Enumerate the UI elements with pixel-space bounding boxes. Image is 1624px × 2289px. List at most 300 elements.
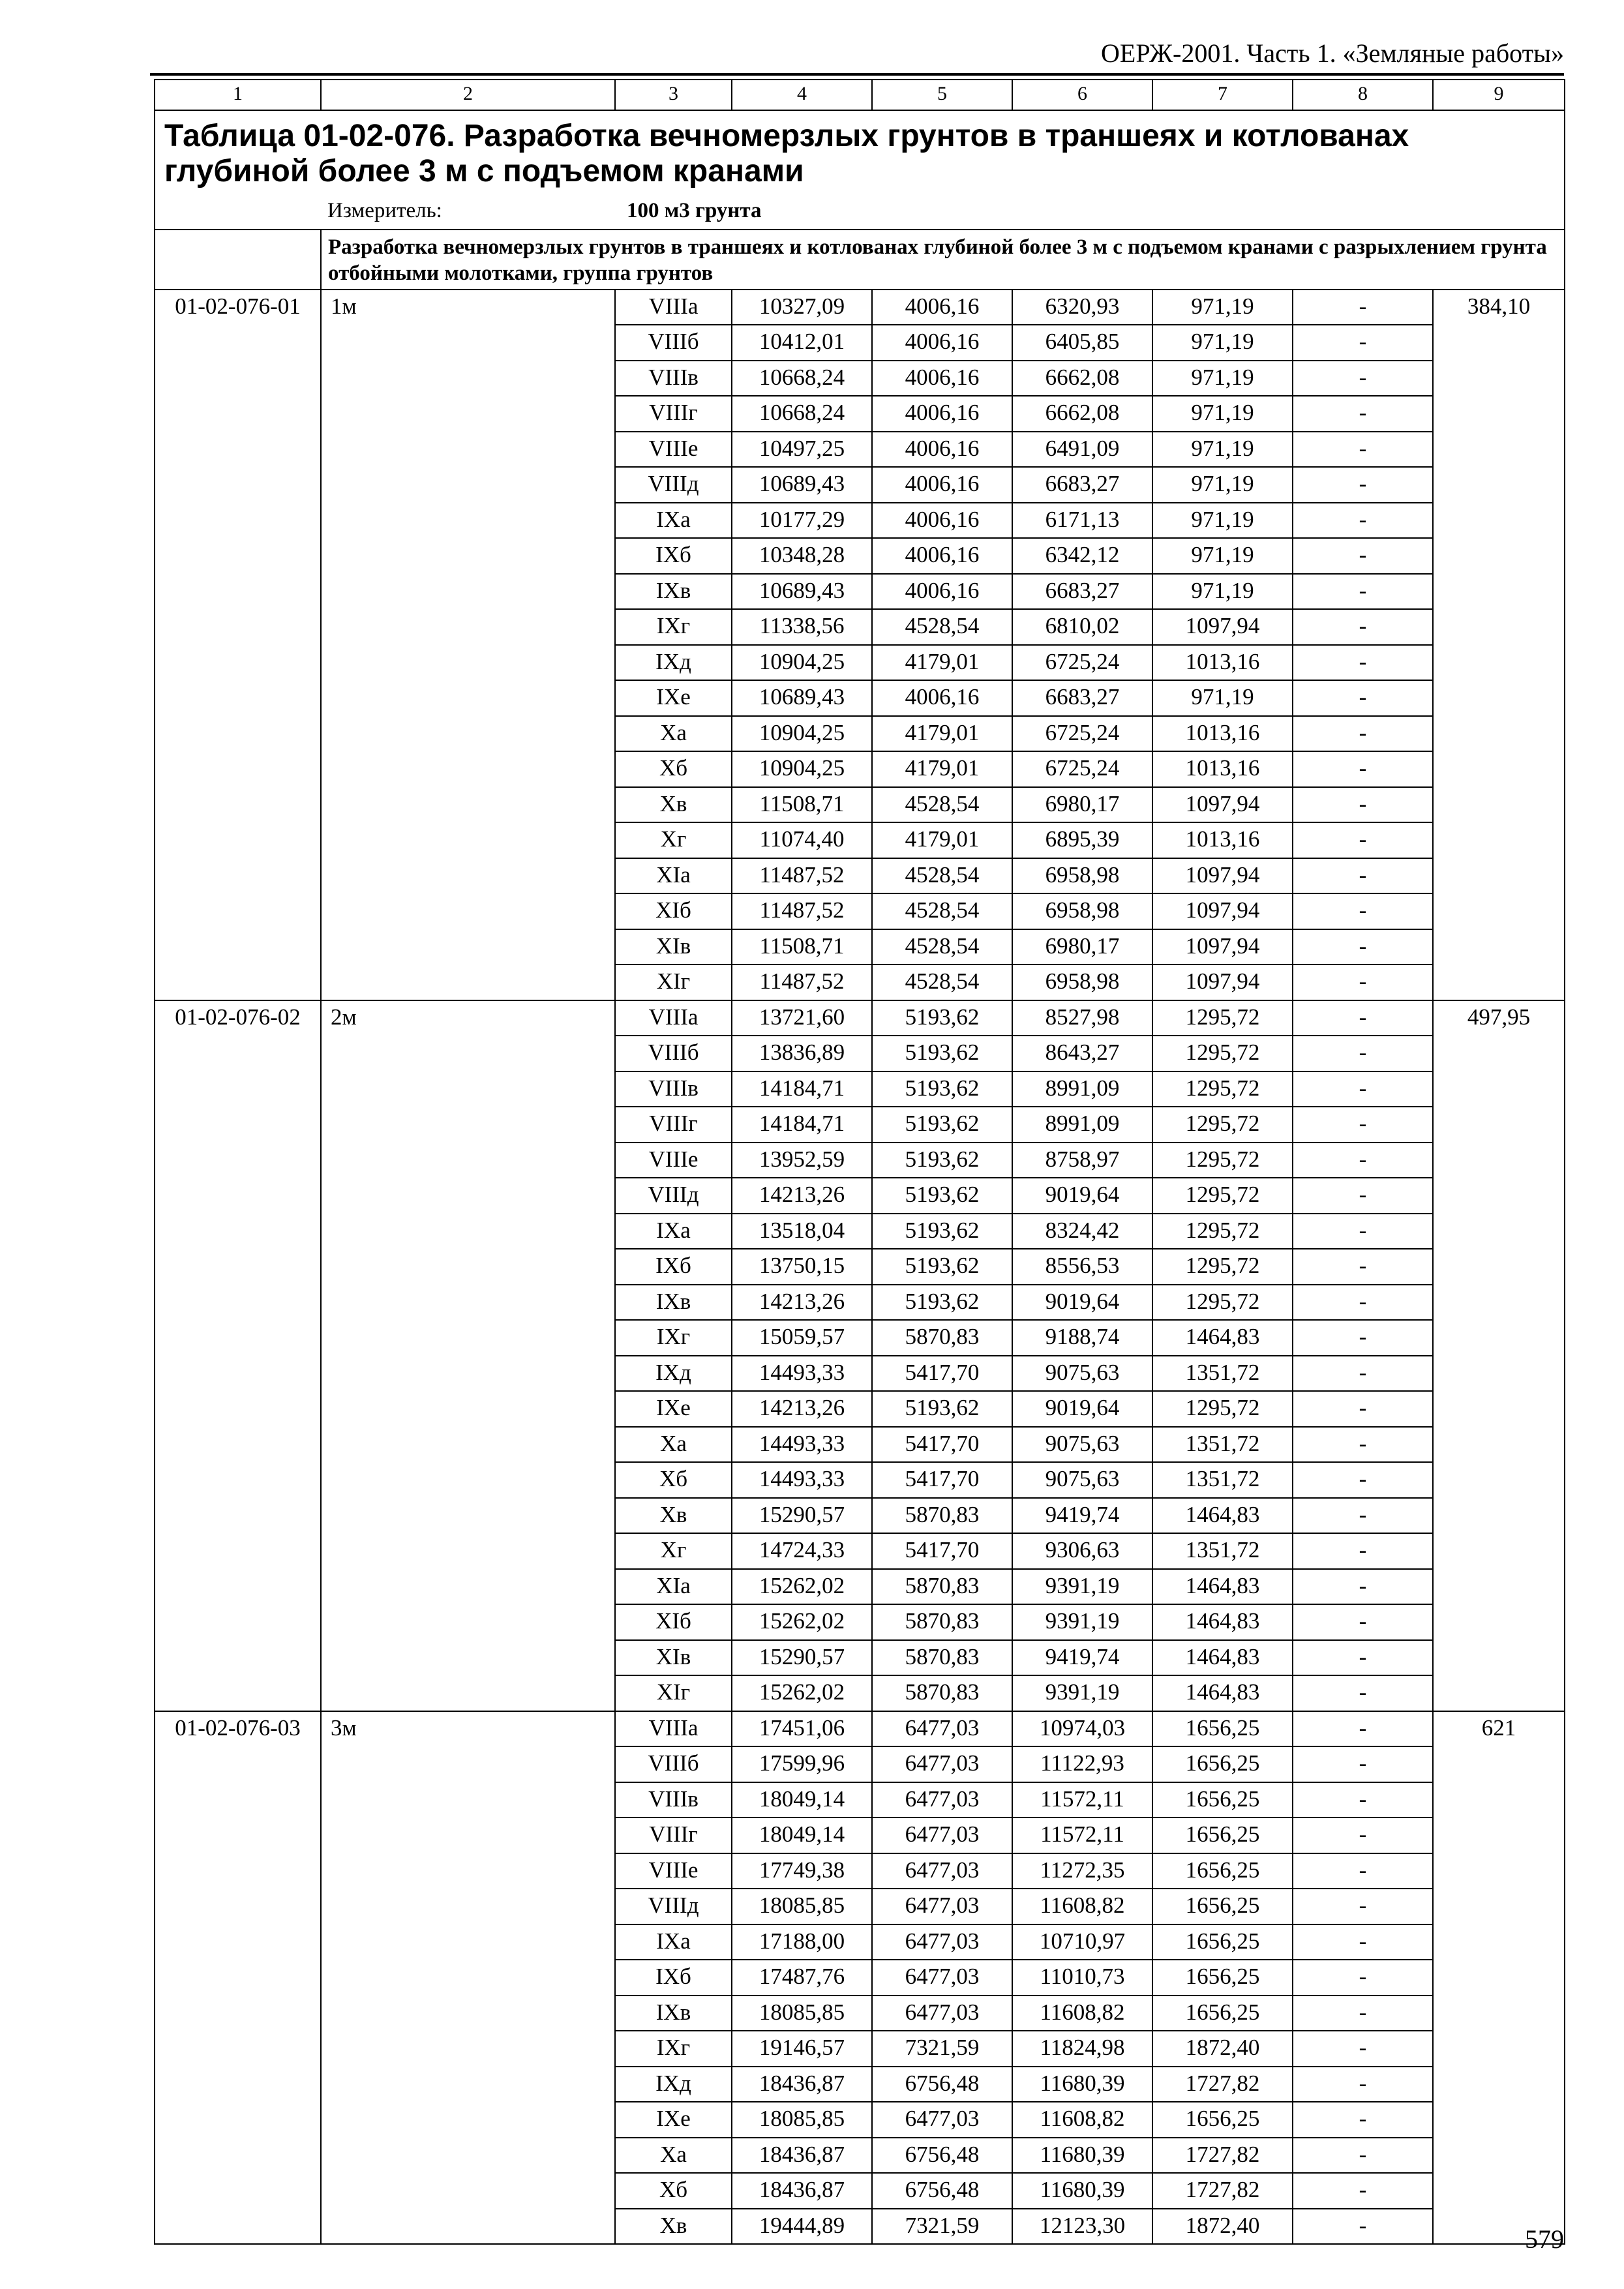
materials: - [1293, 1107, 1433, 1143]
total-cost: 10689,43 [732, 680, 872, 716]
materials: - [1293, 1818, 1433, 1853]
code-span [155, 1746, 321, 1782]
rate-span [1433, 1853, 1565, 1889]
materials: - [1293, 538, 1433, 574]
rate-span [1433, 1071, 1565, 1107]
table-row [155, 1320, 1565, 1356]
soil-group: VIIIв [615, 1071, 732, 1107]
wages: 6477,03 [872, 1711, 1012, 1747]
driver-wages: 1295,72 [1152, 1214, 1293, 1249]
driver-wages: 1656,25 [1152, 1782, 1293, 1818]
rate-span [1433, 2067, 1565, 2102]
machines: 6958,98 [1012, 893, 1152, 929]
label-span [321, 1640, 615, 1676]
soil-group: IXг [615, 1320, 732, 1356]
machines: 11572,11 [1012, 1818, 1152, 1853]
table-row [155, 1675, 1565, 1711]
driver-wages: 1351,72 [1152, 1533, 1293, 1569]
wages: 5417,70 [872, 1427, 1012, 1463]
driver-wages: 1295,72 [1152, 1249, 1293, 1285]
total-cost: 18085,85 [732, 1889, 872, 1924]
machines: 6683,27 [1012, 467, 1152, 503]
rate-span [1433, 2173, 1565, 2209]
rate-span [1433, 1818, 1565, 1853]
label-span [321, 1036, 615, 1071]
code-span [155, 1604, 321, 1640]
total-cost: 18049,14 [732, 1782, 872, 1818]
rate-code: 01-02-076-01 [155, 290, 321, 325]
wages: 6756,48 [872, 2138, 1012, 2174]
driver-wages: 1464,83 [1152, 1640, 1293, 1676]
machines: 6662,08 [1012, 396, 1152, 432]
table-row [155, 1391, 1565, 1427]
machines: 12123,30 [1012, 2209, 1152, 2245]
total-cost: 11487,52 [732, 893, 872, 929]
code-span [155, 1391, 321, 1427]
soil-group: Xа [615, 2138, 732, 2174]
code-span [155, 751, 321, 787]
soil-group: Xб [615, 751, 732, 787]
column-number: 1 [155, 80, 321, 110]
label-span [321, 1853, 615, 1889]
code-span [155, 716, 321, 752]
label-span [321, 716, 615, 752]
soil-group: XIа [615, 1569, 732, 1605]
wages: 4528,54 [872, 609, 1012, 645]
soil-group: IXе [615, 1391, 732, 1427]
total-cost: 11338,56 [732, 609, 872, 645]
label-span [321, 2173, 615, 2209]
label-span [321, 822, 615, 858]
code-span [155, 1071, 321, 1107]
label-span [321, 929, 615, 965]
column-number-row [155, 80, 1565, 110]
rate-span [1433, 929, 1565, 965]
table-row [155, 1818, 1565, 1853]
total-cost: 14213,26 [732, 1285, 872, 1321]
soil-group: IXа [615, 1214, 732, 1249]
materials: - [1293, 1214, 1433, 1249]
label-span [321, 2102, 615, 2138]
label-span [321, 2138, 615, 2174]
machines: 6980,17 [1012, 929, 1152, 965]
machines: 6980,17 [1012, 787, 1152, 823]
code-span [155, 1924, 321, 1960]
label-span [321, 1071, 615, 1107]
materials: - [1293, 609, 1433, 645]
wages: 4528,54 [872, 929, 1012, 965]
code-span [155, 609, 321, 645]
soil-group: IXе [615, 2102, 732, 2138]
label-span [321, 325, 615, 361]
table-row [155, 751, 1565, 787]
driver-wages: 1656,25 [1152, 1960, 1293, 1996]
table-row [155, 1640, 1565, 1676]
wages: 6477,03 [872, 1924, 1012, 1960]
materials: - [1293, 325, 1433, 361]
total-cost: 17188,00 [732, 1924, 872, 1960]
code-span [155, 680, 321, 716]
driver-wages: 1464,83 [1152, 1604, 1293, 1640]
code-span [155, 1320, 321, 1356]
table-row [155, 1000, 1565, 1036]
label-span [321, 893, 615, 929]
table-row [155, 503, 1565, 539]
driver-wages: 1097,94 [1152, 609, 1293, 645]
driver-wages: 1295,72 [1152, 1000, 1293, 1036]
label-span [321, 1214, 615, 1249]
rate-span [1433, 2031, 1565, 2067]
column-number: 3 [615, 80, 732, 110]
driver-wages: 1351,72 [1152, 1427, 1293, 1463]
machines: 9075,63 [1012, 1462, 1152, 1498]
driver-wages: 1097,94 [1152, 929, 1293, 965]
rate-span [1433, 538, 1565, 574]
materials: - [1293, 2102, 1433, 2138]
wages: 6477,03 [872, 1782, 1012, 1818]
code-span [155, 1675, 321, 1711]
materials: - [1293, 2067, 1433, 2102]
label-span [321, 538, 615, 574]
label-span [321, 1675, 615, 1711]
machines: 6725,24 [1012, 716, 1152, 752]
table-row [155, 2102, 1565, 2138]
code-span [155, 503, 321, 539]
code-span [155, 1285, 321, 1321]
rate-span [1433, 1782, 1565, 1818]
measure-row [155, 194, 1565, 230]
label-span [321, 1462, 615, 1498]
machines: 11272,35 [1012, 1853, 1152, 1889]
driver-wages: 971,19 [1152, 680, 1293, 716]
rate-code: 01-02-076-02 [155, 1000, 321, 1036]
code-span [155, 396, 321, 432]
rate-span [1433, 1320, 1565, 1356]
label-span [321, 574, 615, 610]
label-span [321, 1320, 615, 1356]
rate-span [1433, 467, 1565, 503]
label-span [321, 1356, 615, 1392]
table-title-row [155, 110, 1565, 194]
materials: - [1293, 1711, 1433, 1747]
wages: 5193,62 [872, 1036, 1012, 1071]
rate-span [1433, 645, 1565, 681]
rate-span [1433, 503, 1565, 539]
machines: 6683,27 [1012, 574, 1152, 610]
machines: 6958,98 [1012, 858, 1152, 894]
soil-group: Xв [615, 2209, 732, 2245]
label-span [321, 2031, 615, 2067]
total-cost: 18436,87 [732, 2067, 872, 2102]
code-span [155, 325, 321, 361]
table-row [155, 858, 1565, 894]
machines: 6320,93 [1012, 290, 1152, 325]
wages: 4179,01 [872, 822, 1012, 858]
table-row [155, 1782, 1565, 1818]
code-span [155, 2173, 321, 2209]
wages: 5193,62 [872, 1214, 1012, 1249]
table-row [155, 1889, 1565, 1924]
materials: - [1293, 751, 1433, 787]
wages: 4006,16 [872, 325, 1012, 361]
table-row [155, 1462, 1565, 1498]
materials: - [1293, 1249, 1433, 1285]
materials: - [1293, 361, 1433, 396]
machines: 8991,09 [1012, 1107, 1152, 1143]
rate-span [1433, 1178, 1565, 1214]
materials: - [1293, 929, 1433, 965]
rate-span [1433, 609, 1565, 645]
table-subtitle: Разработка вечномерзлых грунтов в траншеях и котлованах глубиной более 3 м с подъемом кранами с разрыхлением грунта отбойными молотками, группа грунтов [321, 230, 1565, 290]
driver-wages: 1351,72 [1152, 1356, 1293, 1392]
code-span [155, 1498, 321, 1534]
soil-group: IXд [615, 645, 732, 681]
driver-wages: 971,19 [1152, 432, 1293, 468]
rate-span [1433, 1036, 1565, 1071]
soil-group: VIIIа [615, 1711, 732, 1747]
machines: 6405,85 [1012, 325, 1152, 361]
materials: - [1293, 1960, 1433, 1996]
code-span [155, 1818, 321, 1853]
machines: 11680,39 [1012, 2173, 1152, 2209]
soil-group: IXв [615, 1996, 732, 2031]
code-span [155, 2102, 321, 2138]
wages: 4006,16 [872, 361, 1012, 396]
code-span [155, 467, 321, 503]
total-cost: 14724,33 [732, 1533, 872, 1569]
machines: 9188,74 [1012, 1320, 1152, 1356]
machines: 8556,53 [1012, 1249, 1152, 1285]
machines: 6725,24 [1012, 645, 1152, 681]
column-number: 9 [1433, 80, 1565, 110]
column-number: 7 [1152, 80, 1293, 110]
machines: 9419,74 [1012, 1640, 1152, 1676]
label-span [321, 609, 615, 645]
materials: - [1293, 787, 1433, 823]
total-cost: 11487,52 [732, 965, 872, 1000]
label-span [321, 1889, 615, 1924]
code-span [155, 1036, 321, 1071]
label-span [321, 1960, 615, 1996]
table-row [155, 467, 1565, 503]
rate-span [1433, 2138, 1565, 2174]
wages: 5193,62 [872, 1178, 1012, 1214]
code-span [155, 1178, 321, 1214]
table-row [155, 645, 1565, 681]
rate-span [1433, 325, 1565, 361]
table-row [155, 1143, 1565, 1178]
total-cost: 14493,33 [732, 1427, 872, 1463]
machines: 9306,63 [1012, 1533, 1152, 1569]
driver-wages: 1872,40 [1152, 2209, 1293, 2245]
table-row [155, 1746, 1565, 1782]
wages: 5417,70 [872, 1462, 1012, 1498]
measure-label: Измеритель: [321, 194, 615, 230]
table-row [155, 1249, 1565, 1285]
rate-span [1433, 1533, 1565, 1569]
driver-wages: 1656,25 [1152, 1853, 1293, 1889]
total-cost: 10904,25 [732, 645, 872, 681]
machines: 8324,42 [1012, 1214, 1152, 1249]
driver-wages: 1295,72 [1152, 1143, 1293, 1178]
machines: 8758,97 [1012, 1143, 1152, 1178]
machines: 9391,19 [1012, 1569, 1152, 1605]
driver-wages: 971,19 [1152, 538, 1293, 574]
total-cost: 14184,71 [732, 1107, 872, 1143]
rate-code: 01-02-076-03 [155, 1711, 321, 1747]
table-row [155, 2209, 1565, 2245]
soil-group: Xа [615, 1427, 732, 1463]
total-cost: 18436,87 [732, 2173, 872, 2209]
measure-value: 100 м3 грунта [615, 194, 1433, 230]
rate-span [1433, 1214, 1565, 1249]
total-cost: 10177,29 [732, 503, 872, 539]
materials: - [1293, 1782, 1433, 1818]
materials: - [1293, 1285, 1433, 1321]
soil-group: VIIIа [615, 1000, 732, 1036]
table-row [155, 1107, 1565, 1143]
soil-group: VIIIб [615, 325, 732, 361]
soil-group: IXб [615, 538, 732, 574]
total-cost: 15290,57 [732, 1640, 872, 1676]
wages: 7321,59 [872, 2031, 1012, 2067]
soil-group: VIIIд [615, 1889, 732, 1924]
driver-wages: 1295,72 [1152, 1071, 1293, 1107]
total-cost: 15262,02 [732, 1569, 872, 1605]
machines: 10710,97 [1012, 1924, 1152, 1960]
soil-group: IXб [615, 1960, 732, 1996]
soil-group: Xб [615, 1462, 732, 1498]
driver-wages: 1656,25 [1152, 1711, 1293, 1747]
machines: 11572,11 [1012, 1782, 1152, 1818]
materials: - [1293, 1604, 1433, 1640]
wages: 5870,83 [872, 1604, 1012, 1640]
wages: 6477,03 [872, 1818, 1012, 1853]
table-row [155, 538, 1565, 574]
driver-wages: 1464,83 [1152, 1498, 1293, 1534]
label-span [321, 1143, 615, 1178]
code-span [155, 1533, 321, 1569]
machines: 9419,74 [1012, 1498, 1152, 1534]
total-cost: 11508,71 [732, 929, 872, 965]
rate-span [1433, 1996, 1565, 2031]
soil-group: IXг [615, 2031, 732, 2067]
table-row [155, 716, 1565, 752]
soil-group: VIIIа [615, 290, 732, 325]
code-span [155, 965, 321, 1000]
soil-group: Xв [615, 787, 732, 823]
wages: 4006,16 [872, 680, 1012, 716]
materials: - [1293, 1143, 1433, 1178]
table-row [155, 1960, 1565, 1996]
total-cost: 19444,89 [732, 2209, 872, 2245]
total-cost: 10904,25 [732, 751, 872, 787]
label-span [321, 432, 615, 468]
soil-group: IXа [615, 1924, 732, 1960]
machines: 8527,98 [1012, 1000, 1152, 1036]
table-row [155, 1214, 1565, 1249]
table-row [155, 787, 1565, 823]
total-cost: 14184,71 [732, 1071, 872, 1107]
driver-wages: 1097,94 [1152, 965, 1293, 1000]
total-cost: 14493,33 [732, 1462, 872, 1498]
table-row [155, 1071, 1565, 1107]
machines: 10974,03 [1012, 1711, 1152, 1747]
total-cost: 10348,28 [732, 538, 872, 574]
driver-wages: 971,19 [1152, 574, 1293, 610]
column-number: 8 [1293, 80, 1433, 110]
soil-group: XIб [615, 1604, 732, 1640]
rate-label: 1м [321, 290, 615, 325]
total-cost: 14213,26 [732, 1391, 872, 1427]
rate-span [1433, 2102, 1565, 2138]
materials: - [1293, 1356, 1433, 1392]
code-span [155, 1996, 321, 2031]
wages: 5193,62 [872, 1071, 1012, 1107]
wages: 6477,03 [872, 2102, 1012, 2138]
total-cost: 18436,87 [732, 2138, 872, 2174]
labor-cost: 621 [1433, 1711, 1565, 1747]
materials: - [1293, 1036, 1433, 1071]
total-cost: 10904,25 [732, 716, 872, 752]
machines: 11824,98 [1012, 2031, 1152, 2067]
label-span [321, 645, 615, 681]
soil-group: IXе [615, 680, 732, 716]
driver-wages: 1295,72 [1152, 1391, 1293, 1427]
driver-wages: 1013,16 [1152, 822, 1293, 858]
code-span [155, 858, 321, 894]
code-span [155, 1889, 321, 1924]
code-span [155, 361, 321, 396]
label-span [321, 1285, 615, 1321]
materials: - [1293, 1427, 1433, 1463]
code-span [155, 1640, 321, 1676]
materials: - [1293, 2209, 1433, 2245]
rate-span [1433, 432, 1565, 468]
soil-group: VIIIд [615, 467, 732, 503]
soil-group: Xг [615, 822, 732, 858]
table-row [155, 1711, 1565, 1747]
machines: 9075,63 [1012, 1427, 1152, 1463]
code-span [155, 538, 321, 574]
materials: - [1293, 1569, 1433, 1605]
soil-group: Xб [615, 2173, 732, 2209]
materials: - [1293, 467, 1433, 503]
code-span [155, 893, 321, 929]
total-cost: 18085,85 [732, 2102, 872, 2138]
label-span [321, 1178, 615, 1214]
rate-span [1433, 574, 1565, 610]
total-cost: 15262,02 [732, 1604, 872, 1640]
driver-wages: 1295,72 [1152, 1036, 1293, 1071]
labor-cost: 384,10 [1433, 290, 1565, 325]
rates-table [154, 79, 1565, 2245]
materials: - [1293, 965, 1433, 1000]
driver-wages: 1097,94 [1152, 893, 1293, 929]
table-row [155, 2031, 1565, 2067]
machines: 9019,64 [1012, 1285, 1152, 1321]
total-cost: 10668,24 [732, 396, 872, 432]
label-span [321, 396, 615, 432]
code-span [155, 2067, 321, 2102]
rate-span [1433, 1107, 1565, 1143]
driver-wages: 1656,25 [1152, 1889, 1293, 1924]
total-cost: 10412,01 [732, 325, 872, 361]
table-row [155, 1533, 1565, 1569]
table-row [155, 893, 1565, 929]
soil-group: IXд [615, 1356, 732, 1392]
machines: 9019,64 [1012, 1178, 1152, 1214]
